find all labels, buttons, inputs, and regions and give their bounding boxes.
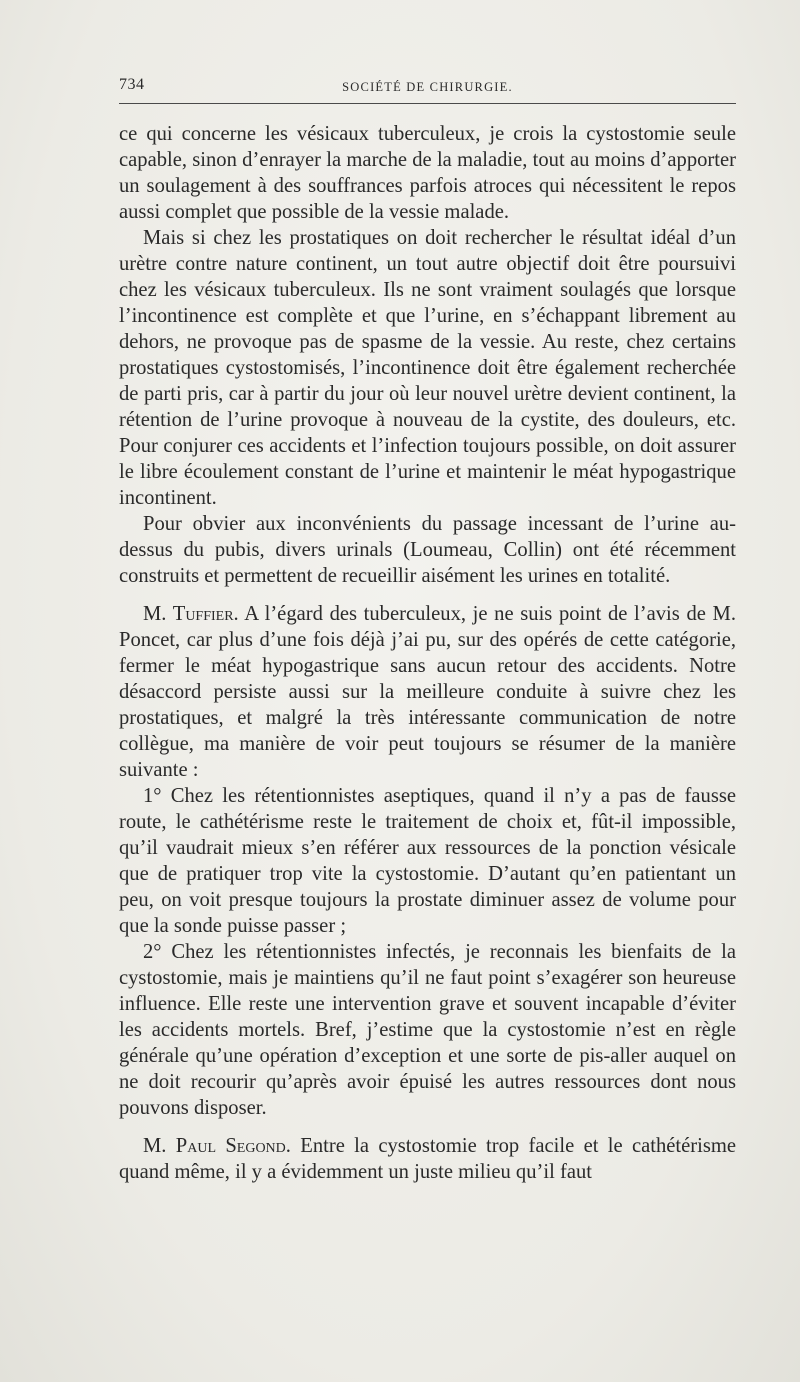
header-rule <box>119 103 736 104</box>
speaker-paragraph <box>119 601 736 783</box>
paragraph: ce qui concerne les vésicaux tuberculeux, je crois la cystostomie seule capable, sinon d’enrayer la marche de la maladie, tout au moins d’apporter un soulagement à des souffrances parfois atroces qui nécessitent le repos aussi complet que possible de la vessie malade. <box>119 123 736 223</box>
paragraph-text: Entre la cystostomie trop facile et le cathétérisme quand même, il y a évidemment un juste milieu qu’il faut <box>119 1135 736 1183</box>
running-title: SOCIÉTÉ DE CHIRURGIE. <box>342 80 513 94</box>
speaker-name: M. Paul Segond. <box>143 1135 291 1157</box>
speaker-paragraph <box>119 1133 736 1185</box>
paragraph: 2° Chez les rétentionnistes infectés, je reconnais les bienfaits de la cystostomie, mais je maintiens qu’il ne faut point s’exagérer son heureuse influence. Elle reste une intervention grave et souvent incapable d’éviter les accidents mortels. Bref, j’estime que la cystostomie n’est en règle générale qu’une opération d’exception et une sorte de pis-aller auquel on ne doit recourir qu’après avoir épuisé les autres ressources dont nous pouvons disposer. <box>119 941 736 1119</box>
paragraph: Mais si chez les prostatiques on doit rechercher le résultat idéal d’un urètre contre nature continent, un tout autre objectif doit être poursuivi chez les vésicaux tuberculeux. Ils ne sont vraiment soulagés que lorsque l’incontinence est complète et que l’urine, en s’échappant librement au dehors, ne provoque pas de spasme de la vessie. Au reste, chez certains prostatiques cystostomisés, l’incontinence doit être également recherchée de parti pris, car à partir du jour où leur nouvel urètre devient continent, la rétention de l’urine provoque à nouveau de la cystite, des douleurs, etc. Pour conjurer ces accidents et l’infection toujours possible, on doit assurer le libre écoulement constant de l’urine et maintenir le méat hypogastrique incontinent. <box>119 227 736 509</box>
paragraph: 1° Chez les rétentionnistes aseptiques, quand il n’y a pas de fausse route, le cathétérisme reste le traitement de choix et, fût-il impossible, qu’il vaudrait mieux s’en référer aux ressources de la ponction vésicale que de pratiquer trop vite la cystostomie. D’autant qu’en patientant un peu, on voit presque toujours la prostate diminuer assez de volume pour que la sonde puisse passer ; <box>119 785 736 937</box>
page-header <box>119 72 736 94</box>
speaker-name: M. Tuffier. <box>143 603 239 625</box>
paragraph: Pour obvier aux inconvénients du passage incessant de l’urine au-dessus du pubis, divers urinals (Loumeau, Collin) ont été récemment construits et permettent de recueillir aisément les urines en totalité. <box>119 513 736 587</box>
paragraph-text: A l’égard des tuberculeux, je ne suis point de l’avis de M. Poncet, car plus d’une fois déjà j’ai pu, sur des opérés de cette catégorie, fermer le méat hypogastrique sans aucun retour des accidents. Notre désaccord persiste aussi sur la meilleure conduite à suivre chez les prostatiques, et malgré la très intéressante communication de notre collègue, ma manière de voir peut toujours se résumer de la manière suivante : <box>119 603 736 781</box>
page-number: 734 <box>119 76 145 93</box>
body-text <box>119 121 736 1185</box>
